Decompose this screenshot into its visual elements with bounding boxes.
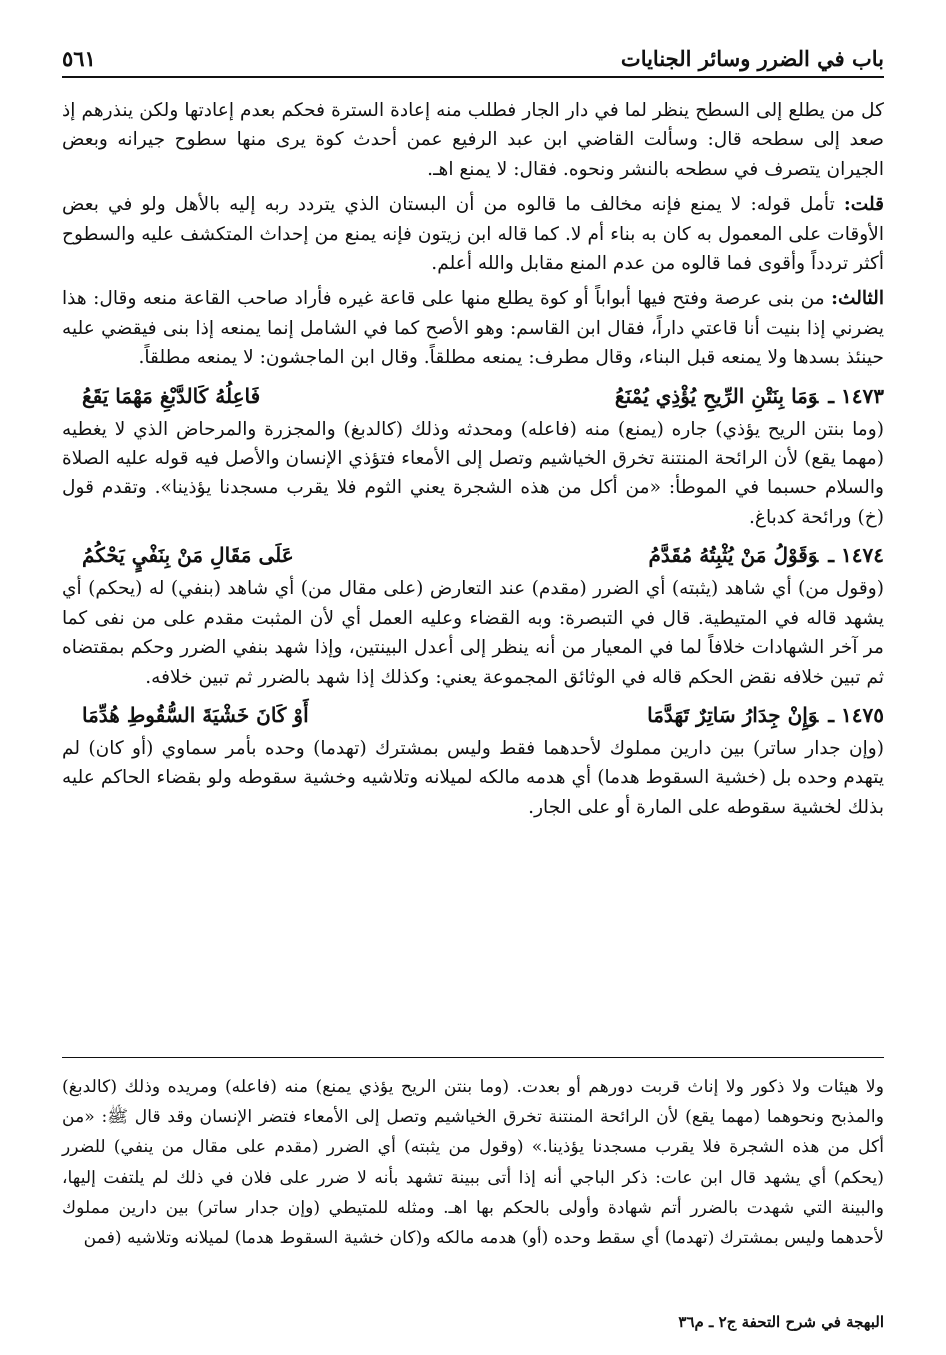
verse-1475-number: ١٤٧٥ ـ: [828, 702, 884, 727]
verse-1473-number: ١٤٧٣ ـ: [828, 383, 884, 408]
verse-1474-text-a: وَقَوْلُ مَنْ يُثْبِتُهُ مُقَدَّمُ: [648, 543, 819, 568]
book-page: [62, 30, 884, 1340]
paragraph-5: (وقول من) أي شاهد (يثبته) أي الضرر (مقدم) عند التعارض (على مقال من) أي شاهد (بنفي) له (يحكم) أي يشهد قاله في المتيطية. قال في التبصرة: وبه القضاء وعليه العمل أي لأن المثبت مقدم على من نفى كما مر آخر الشهادات خلافاً لما في المعيار من أنه ينظر إلى أعدل البينتين، وإذا شهد بنفي الضرر وحكم بمقتضاه ثم تبين خلافه نقض الحكم قاله في الوثائق المجموعة يعني: وكذلك إذا شهد بالضرر ثم تبين خلافه.: [62, 578, 884, 688]
page-footer: البهجة في شرح التحفة ج٢ ـ م٣٦: [678, 1313, 884, 1331]
paragraph-2: [62, 190, 884, 278]
verse-1473-second-hemistich: فَاعِلُهُ كَالدَّبْغِ مَهْمَا يَقَعُ: [82, 383, 261, 408]
paragraph-2-lead: قلت:: [843, 194, 884, 216]
verse-1473-text-a: وَمَا بِنَتْنِ الرِّيحِ يُؤْذِي يُمْنَعُ: [614, 383, 819, 408]
verse-1475-second-hemistich: أَوْ كَانَ خَشْيَةَ السُّقُوطِ هُدِّمَا: [82, 702, 309, 727]
verse-1473-first-hemistich: [615, 379, 884, 413]
verse-1473: [62, 379, 884, 413]
footnote-divider: [62, 1057, 884, 1058]
chapter-title: باب في الضرر وسائر الجنايات: [620, 46, 884, 71]
paragraph-4: (وما بنتن الريح يؤذي) جاره (يمنع) منه (فاعله) ومحدثه وذلك (كالدبغ) والمجزرة والمرحاض الذي لا يغطيه (مهما يقع) لأن الرائحة المنتنة تخرق الخياشيم وتصل إلى الأمعاء فتؤذي الإنسان والأصل فيه قوله عليه الصلاة والسلام حسبما في الموطأ: «من أكل من هذه الشجرة يعني الثوم فلا يقرب مسجدنا يؤذينا». وتقدم قول (خ) ورائحة كدباغ.: [62, 418, 884, 528]
paragraph-6: (وإن جدار ساتر) بين دارين مملوك لأحدهما فقط وليس بمشترك (تهدما) وحده بأمر سماوي (أو كان) لم يتهدم وحده بل (خشية السقوط هدما) أي هدمه مالكه لميلانه وتلاشيه وخشية سقوطه ولو بقضاء الحاكم عليه بذلك لخشية سقوطه على المارة أو على الجار.: [62, 737, 884, 818]
verse-1474: [62, 538, 884, 572]
page-header: [62, 44, 884, 78]
verse-1475-text-a: وَإِنْ جِدَارُ سَاتِرٌ تَهَدَّمَا: [647, 702, 819, 727]
paragraph-3-lead: الثالث:: [831, 288, 884, 310]
verse-1475: [62, 698, 884, 732]
paragraph-3: [62, 284, 884, 372]
paragraph-2-text: تأمل قوله: لا يمنع فإنه مخالف ما قالوه من أن البستان الذي يتردد ربه إليه بالأهل ولو في بعض الأوقات على المعمول به كان به بناء أم لا. كما قاله ابن زيتون فإنه يمنع من إحداث المتكشف عليه والسطوح أكثر تردداً وأقوى فما قالوه من عدم المنع مقابل والله أعلم.: [62, 194, 884, 275]
page-number: ٥٦١: [62, 46, 96, 71]
verse-1474-first-hemistich: [649, 538, 884, 572]
verse-1475-first-hemistich: [647, 698, 884, 732]
main-text: [62, 96, 884, 828]
footnote-text: ولا هيئات ولا ذكور ولا إناث قربت دورهم أو بعدت. (وما بنتن الريح يؤذي يمنع) منه (فاعله) ومريده وذلك (كالدبغ) والمذبح ونحوهما (مهما يقع) لأن الرائحة المنتنة تخرق الخياشيم وتصل إلى الأمعاء فتضر الإنسان وقد قال ﷺ: «من أكل من هذه الشجرة فلا يقرب مسجدنا يؤذينا.» (وقول من يثبته) أي الضرر (مقدم على مقال من ينفي) للضرر (يحكم) أي يشهد قال ابن عات: ذكر الباجي أنه إذا أتى ببينة تشهد بأنه لا ضرر على فلان في ذلك لم يلتفت إليها، والبينة التي شهدت بالضرر أتم شهادة وأولى بالحكم بها اهـ. ومثله للمتيطي (وإن جدار ساتر) بين دارين مملوك لأحدهما وليس بمشترك (تهدما) أي سقط وحده (أو) هدمه مالكه و(كان خشية السقوط هدما) لميلانه وتلاشيه (فمن: [62, 1077, 884, 1249]
paragraph-3-text: من بنى عرصة وفتح فيها أبواباً أو كوة يطلع منها على قاعة غيره فأراد صاحب القاعة منعه وقال: هذا يضرني إذا بنيت أنا قاعتي داراً، فقال ابن القاسم: وهو الأصح كما في الشامل إنما يمنعه إذا بنى فيقضي عليه حينئذ بسدها ولا يمنعه قبل البناء، وقال مطرف: يمنعه مطلقاً. وقال ابن الماجشون: لا يمنعه مطلقاً.: [62, 288, 884, 369]
paragraph-1: كل من يطلع إلى السطح ينظر لما في دار الجار فطلب منه إعادة السترة فحكم بعدم إعادتها ولكن ينذرهم إذ صعد إلى سطحه قال: وسألت القاضي ابن عبد الرفيع عمن أحدث كوة يرى منها سطوح جيرانه وبعض الجيران يتصرف في سطحه بالنشر ونحوه. فقال: لا يمنع اهـ.: [62, 100, 884, 180]
verse-1474-number: ١٤٧٤ ـ: [828, 543, 884, 568]
verse-1474-second-hemistich: عَلَى مَقَالِ مَنْ بِنَفْيٍ يَحْكُمُ: [82, 543, 294, 568]
